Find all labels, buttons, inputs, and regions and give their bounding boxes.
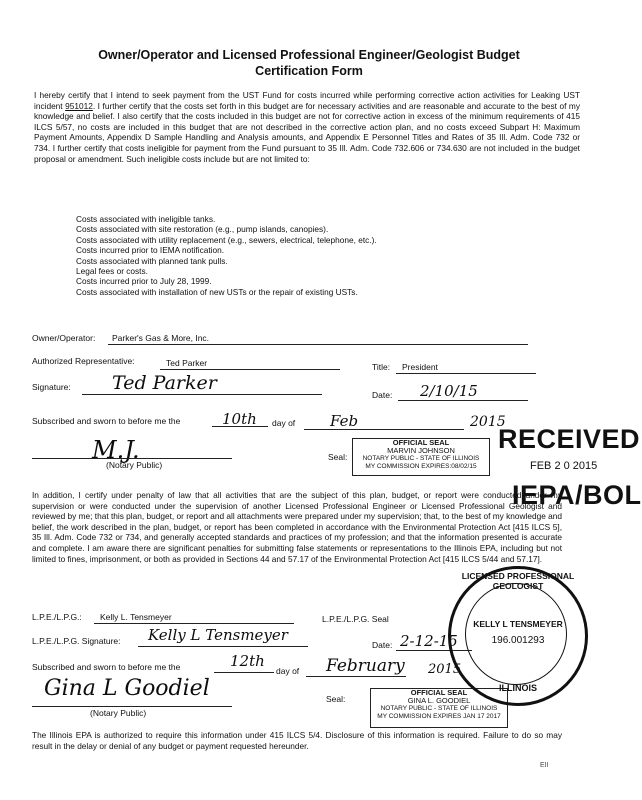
notary-seal-1	[352, 438, 490, 476]
authorized-rep-line	[160, 369, 340, 370]
list-item: Costs associated with site restoration (e.g., pump islands, canopies).	[76, 224, 329, 235]
owner-operator-line	[108, 344, 528, 345]
lpe-name-line	[94, 623, 294, 624]
notary-line-1	[32, 458, 232, 459]
signature-label: Signature:	[32, 382, 71, 392]
day-of-text-2: day of	[276, 666, 300, 676]
signature-line	[82, 394, 322, 395]
subscribed-text: Subscribed and sworn to before me the	[32, 416, 181, 426]
subscribed-day: 10th	[222, 410, 257, 428]
lpe-signature-line	[138, 646, 308, 647]
seal2-line4: MY COMMISSION EXPIRES JAN 17 2017	[377, 713, 501, 720]
owner-date-label: Date:	[372, 390, 393, 400]
seal-label-2: Seal:	[326, 694, 346, 704]
owner-date-value: 2/10/15	[420, 382, 478, 400]
lpe-seal-label: L.P.E./L.P.G. Seal	[322, 614, 389, 624]
notary-line-2	[32, 706, 232, 707]
title-value: President	[402, 362, 438, 372]
form-title-line2: Certification Form	[255, 64, 363, 78]
seal1-line4: MY COMMISSION EXPIRES:08/02/15	[365, 463, 477, 470]
footer-notice: The Illinois EPA is authorized to require this information under 415 ILCS 5/4. Disclosure of this information is required. Failure to do so may result in the delay or denial of any budget or payment requested hereunder.	[32, 730, 562, 751]
subscribed-day-line-2	[214, 672, 274, 673]
geologist-seal-bottom-text: ILLINOIS	[499, 683, 537, 693]
subscribed-month: Feb	[330, 412, 359, 430]
list-item: Costs incurred prior to July 28, 1999.	[76, 276, 212, 287]
list-item: Costs associated with installation of new USTs or the repair of existing USTs.	[76, 286, 358, 297]
subscribed-month-2: February	[326, 656, 405, 676]
owner-operator-label: Owner/Operator:	[32, 333, 96, 343]
seal2-line2: GINA L. GOODIEL	[407, 696, 471, 705]
owner-date-line	[398, 400, 528, 401]
certification-paragraph	[34, 90, 580, 164]
subscribed-text-2: Subscribed and sworn to before me the	[32, 662, 181, 672]
subscribed-day-2: 12th	[230, 652, 265, 670]
seal1-line2: MARVIN JOHNSON	[387, 446, 455, 455]
lpe-signature: Kelly L Tensmeyer	[148, 626, 288, 644]
title-line	[396, 373, 536, 374]
title-label: Title:	[372, 362, 391, 372]
geologist-seal-number: 196.001293	[491, 635, 545, 646]
owner-signature: Ted Parker	[112, 372, 217, 394]
geologist-seal-name: KELLY L TENSMEYER	[473, 619, 563, 629]
list-item: Costs associated with utility replacement (e.g., sewers, electrical, telephone, etc.).	[76, 234, 377, 245]
owner-operator-value: Parker's Gas & More, Inc.	[112, 333, 210, 343]
form-title-line1: Owner/Operator and Licensed Professional Engineer/Geologist Budget	[98, 48, 520, 62]
engineer-certification-paragraph: In addition, I certify under penalty of law that all activities that are the subject of this plan, budget, or report were conducted under my supervision or were conducted under the supervision of another Licensed Professional Engineer or Licensed Professional Geologist and reviewed by me; that this plan, budget, or report and all attachments were prepared under my supervision; that, to the best of my knowledge and belief, the work described in the plan, budget, or report has been completed in accordance with the Environmental Protection Act [415 ILCS 5], 35 Ill. Adm. Code 732 or 734, and generally accepted standards and practices of my profession; and that the information presented is accurate and complete. I am aware there are significant penalties for submitting false statements or representations to the Illinois EPA, including but not limited to fines, imprisonment, or both as provided in Sections 44 and 57.17 of the Environmental Protection Act [415 ILCS 5/44 and 57.17].	[32, 490, 562, 564]
notary-signature-1: M.J.	[92, 436, 140, 464]
seal2-line3: NOTARY PUBLIC - STATE OF ILLINOIS	[380, 705, 498, 712]
geologist-seal-inner-ring	[465, 583, 567, 685]
page-mark: EII	[540, 762, 549, 769]
subscribed-year-2: 2015	[428, 662, 462, 677]
lpe-date-label: Date:	[372, 640, 393, 650]
authorized-rep-value: Ted Parker	[166, 358, 208, 368]
incident-number: 951012	[65, 100, 93, 111]
notary-label-2: (Notary Public)	[90, 708, 147, 718]
subscribed-month-line-2	[306, 676, 406, 677]
lpe-date-value: 2-12-15	[400, 632, 458, 650]
subscribed-year: 2015	[470, 414, 506, 430]
para1-intro: I hereby certify that I intend to seek payment from the UST Fund for costs incurred while performing corrective action activities for Leaking UST incident	[34, 90, 580, 111]
received-stamp: RECEIVED	[498, 424, 641, 454]
received-date: FEB 2 0 2015	[530, 460, 598, 472]
geologist-seal-top-text: LICENSED PROFESSIONAL GEOLOGIST	[461, 571, 575, 591]
ineligible-costs-list	[76, 214, 546, 297]
notary-label-1: (Notary Public)	[106, 460, 163, 470]
notary-signature-2: Gina L Goodiel	[44, 676, 210, 701]
lpe-signature-label: L.P.E./L.P.G. Signature:	[32, 636, 121, 646]
list-item: Costs associated with planned tank pulls.	[76, 255, 228, 266]
subscribed-day-line	[212, 426, 268, 427]
day-of-text: day of	[272, 418, 296, 428]
lpe-name: Kelly L. Tensmeyer	[100, 612, 172, 622]
lpe-label: L.P.E./L.P.G.:	[32, 612, 82, 622]
para1-body: . I further certify that the costs set forth in this budget are for necessary activities and are reasonable and accurate to the best of my knowledge and belief. I also certify that the costs included in this budget are not for corrective action in excess of the minimum requirements of 415 ILCS 5/57, no costs are included in this budget that are not described in the corrective action plan, and no costs exceed Subpart H: Maximum Payment Amounts, Appendix D Sample Handling and Analysis amounts, and Appendix E Personnel Titles and Rates of 35 Ill. Adm. Code 732 or 734. I further certify that costs ineligible for payment from the Fund pursuant to 35 Ill. Adm. Code 732.606 or 734.630 are not included in the budget proposal or amendment. Such ineligible costs include but are not limited to:	[34, 100, 580, 164]
geologist-seal	[448, 566, 588, 706]
seal1-line3: NOTARY PUBLIC - STATE OF ILLINOIS	[362, 455, 480, 462]
list-item: Legal fees or costs.	[76, 266, 148, 277]
list-item: Costs associated with ineligible tanks.	[76, 214, 216, 224]
seal-label-1: Seal:	[328, 452, 348, 462]
authorized-rep-label: Authorized Representative:	[32, 356, 135, 366]
list-item: Costs incurred prior to IEMA notification.	[76, 245, 225, 256]
subscribed-month-line	[304, 429, 464, 430]
seal1-line1: OFFICIAL SEAL	[392, 438, 450, 447]
received-agency: IEPA/BOL	[512, 480, 642, 510]
seal2-line1: OFFICIAL SEAL	[410, 688, 468, 697]
